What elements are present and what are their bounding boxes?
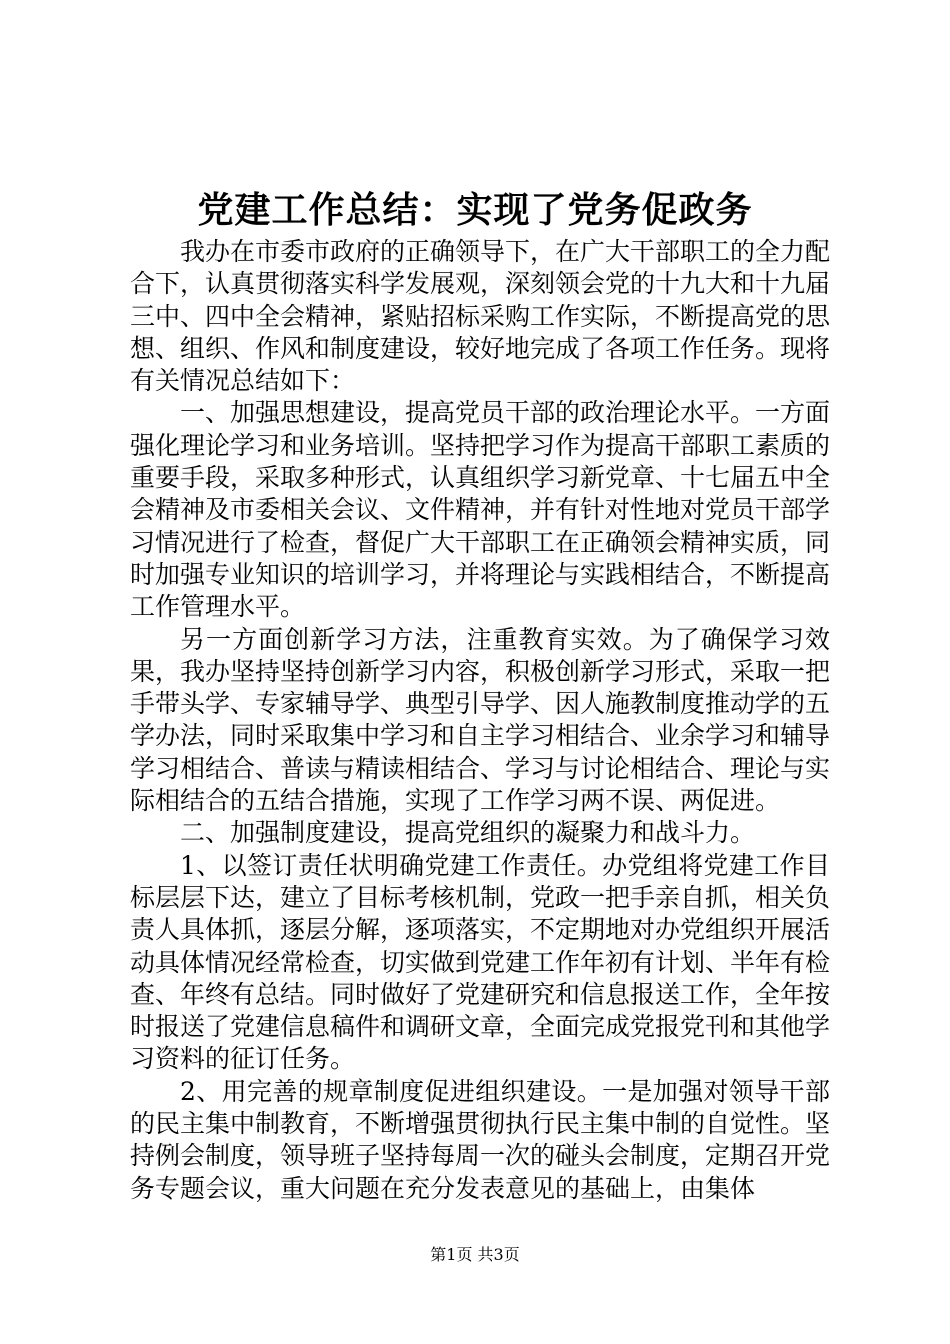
paragraph-section-2-heading: 二、加强制度建设，提高党组织的凝聚力和战斗力。	[180, 818, 756, 848]
page-number-footer: 第1页 共3页	[430, 1245, 520, 1264]
document-title: 党建工作总结：实现了党务促政务	[197, 189, 753, 231]
paragraph-intro: 我办在市委市政府的正确领导下，在广大干部职工的全力配合下，认真贯彻落实科学发展观，深刻领会党的十九大和十九届三中、四中全会精神，紧贴招标采购工作实际，不断提高党的思想、组织、作风和制度建设，较好地完成了各项工作任务。现将有关情况总结如下：	[130, 237, 831, 396]
paragraph-item-1: 1、以签订责任状明确党建工作责任。办党组将党建工作目标层层下达，建立了目标考核机制，党政一把手亲自抓，相关负责人具体抓，逐层分解，逐项落实，不定期地对办党组织开展活动具体情况经常检查，切实做到党建工作年初有计划、半年有检查、年终有总结。同时做好了党建研究和信息报送工作，全年按时报送了党建信息稿件和调研文章，全面完成党报党刊和其他学习资料的征订任务。	[130, 850, 831, 1074]
paragraph-study-methods: 另一方面创新学习方法，注重教育实效。为了确保学习效果，我办坚持坚持创新学习内容，积极创新学习形式，采取一把手带头学、专家辅导学、典型引导学、因人施教制度推动学的五学办法，同时采取集中学习和自主学习相结合、业余学习和辅导学习相结合、普读与精读相结合、学习与讨论相结合、理论与实际相结合的五结合措施，实现了工作学习两不误、两促进。	[130, 624, 831, 816]
paragraph-section-1: 一、加强思想建设，提高党员干部的政治理论水平。一方面强化理论学习和业务培训。坚持把学习作为提高干部职工素质的重要手段，采取多种形式，认真组织学习新党章、十七届五中全会精神及市委相关会议、文件精神，并有针对性地对党员干部学习情况进行了检查，督促广大干部职工在正确领会精神实质，同时加强专业知识的培训学习，并将理论与实践相结合，不断提高工作管理水平。	[130, 398, 831, 622]
document-body	[130, 236, 830, 1205]
paragraph-item-2: 2、用完善的规章制度促进组织建设。一是加强对领导干部的民主集中制教育，不断增强贯彻执行民主集中制的自觉性。坚持例会制度，领导班子坚持每周一次的碰头会制度，定期召开党务专题会议，重大问题在充分发表意见的基础上，由集体	[130, 1076, 831, 1203]
